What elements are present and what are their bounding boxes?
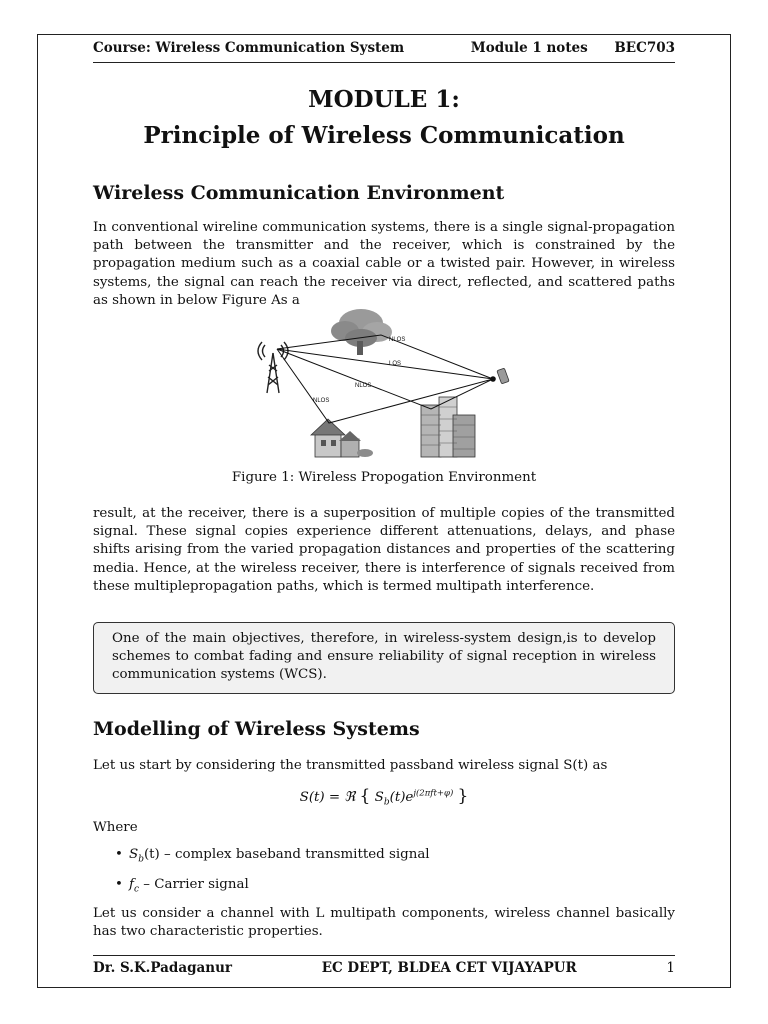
paragraph-channel: Let us consider a channel with L multipath components, wireless channel basically has two characteristic properties. <box>93 906 675 940</box>
footer-dept: EC DEPT, BLDEA CET VIJAYAPUR <box>321 960 577 976</box>
where-label: Where <box>93 820 138 835</box>
bullet-list <box>93 846 675 906</box>
eq-sub: b <box>383 797 390 808</box>
label-los: LOS <box>389 361 402 367</box>
list-item: • $f_c$ – Carrier signal <box>115 877 249 895</box>
eq-body: S <box>374 790 384 805</box>
signal-paths <box>277 335 493 423</box>
eq-open: { <box>359 786 371 806</box>
paragraph-multipath: result, at the receiver, there is a superposition of multiple copies of the transmitted signal. These signal copies experience different attenuations, delays, and phase shifts arising from the varied propagation distances and properties of the scattering media. Hence, at the wireless receiver, there is interference of signals received from these multiplepropagation paths, which is termed multipath interference. <box>93 506 675 594</box>
mobile-phone-icon <box>497 368 509 384</box>
section-heading-modelling: Modelling of Wireless Systems <box>93 718 420 740</box>
running-footer <box>93 955 675 982</box>
eq-sup: j(2πft+φ) <box>413 788 454 799</box>
los-path <box>277 349 493 379</box>
bullet-text: – complex baseband transmitted signal <box>159 847 430 862</box>
bullet-subscript: c <box>133 884 140 895</box>
label-nlos-top: NLOS <box>389 337 406 343</box>
footer-page-number: 1 <box>666 960 675 976</box>
house-icon <box>311 419 373 457</box>
bullet-text: – Carrier signal <box>139 877 249 892</box>
footer-author: Dr. S.K.Padaganur <box>93 960 233 976</box>
eq-lhs: S(t) = ℜ <box>299 790 356 805</box>
nlos-path-tree <box>277 335 493 379</box>
skyscraper-icon <box>421 397 475 457</box>
paragraph-passband: Let us start by considering the transmitted passband wireless signal S(t) as <box>93 758 608 773</box>
figure-caption: Figure 1: Wireless Propogation Environment <box>231 470 537 485</box>
label-nlos-low: NLOS <box>313 398 330 404</box>
bullet-symbol: f <box>129 877 134 892</box>
callout-box <box>93 622 675 694</box>
tree-icon <box>331 309 392 355</box>
title-line-1: MODULE 1: <box>308 86 460 113</box>
propagation-diagram <box>253 305 523 460</box>
section-heading-environment: Wireless Communication Environment <box>93 182 505 204</box>
bullet-arg: (t) <box>143 847 160 862</box>
eq-close: } <box>457 786 469 806</box>
header-course: Course: Wireless Communication System <box>93 40 405 56</box>
callout-text: One of the main objectives, therefore, in wireless-system design,is to develop schemes to combat fading and ensure reliability of signal reception in wireless communication systems (WCS). <box>112 631 656 683</box>
paragraph-intro: In conventional wireline communication systems, there is a single signal-propagation path between the transmitter and the receiver, which is constrained by the propagation medium such as a coaxial cable or a twisted pair. However, in wireless systems, the signal can reach the receiver via direct, reflected, and scattered paths as shown in below Figure As a <box>93 220 675 308</box>
nlos-path-house <box>277 349 493 423</box>
header-code: BEC703 <box>614 40 675 56</box>
nlos-path-building <box>277 349 493 409</box>
equation-passband <box>93 786 675 808</box>
eq-mid: (t)e <box>389 790 414 805</box>
title-line-2: Principle of Wireless Communication <box>143 122 625 149</box>
label-nlos-mid: NLOS <box>355 383 372 389</box>
header-module: Module 1 notes <box>470 40 588 56</box>
propagation-figure <box>93 305 675 460</box>
list-item: • $S_b(t)$ – complex baseband transmitted signal <box>115 847 430 865</box>
bullet-subscript: b <box>138 854 144 865</box>
running-header <box>93 40 675 63</box>
receiver-point <box>490 376 496 382</box>
bullet-symbol: S <box>129 847 139 862</box>
page-title <box>93 82 675 154</box>
